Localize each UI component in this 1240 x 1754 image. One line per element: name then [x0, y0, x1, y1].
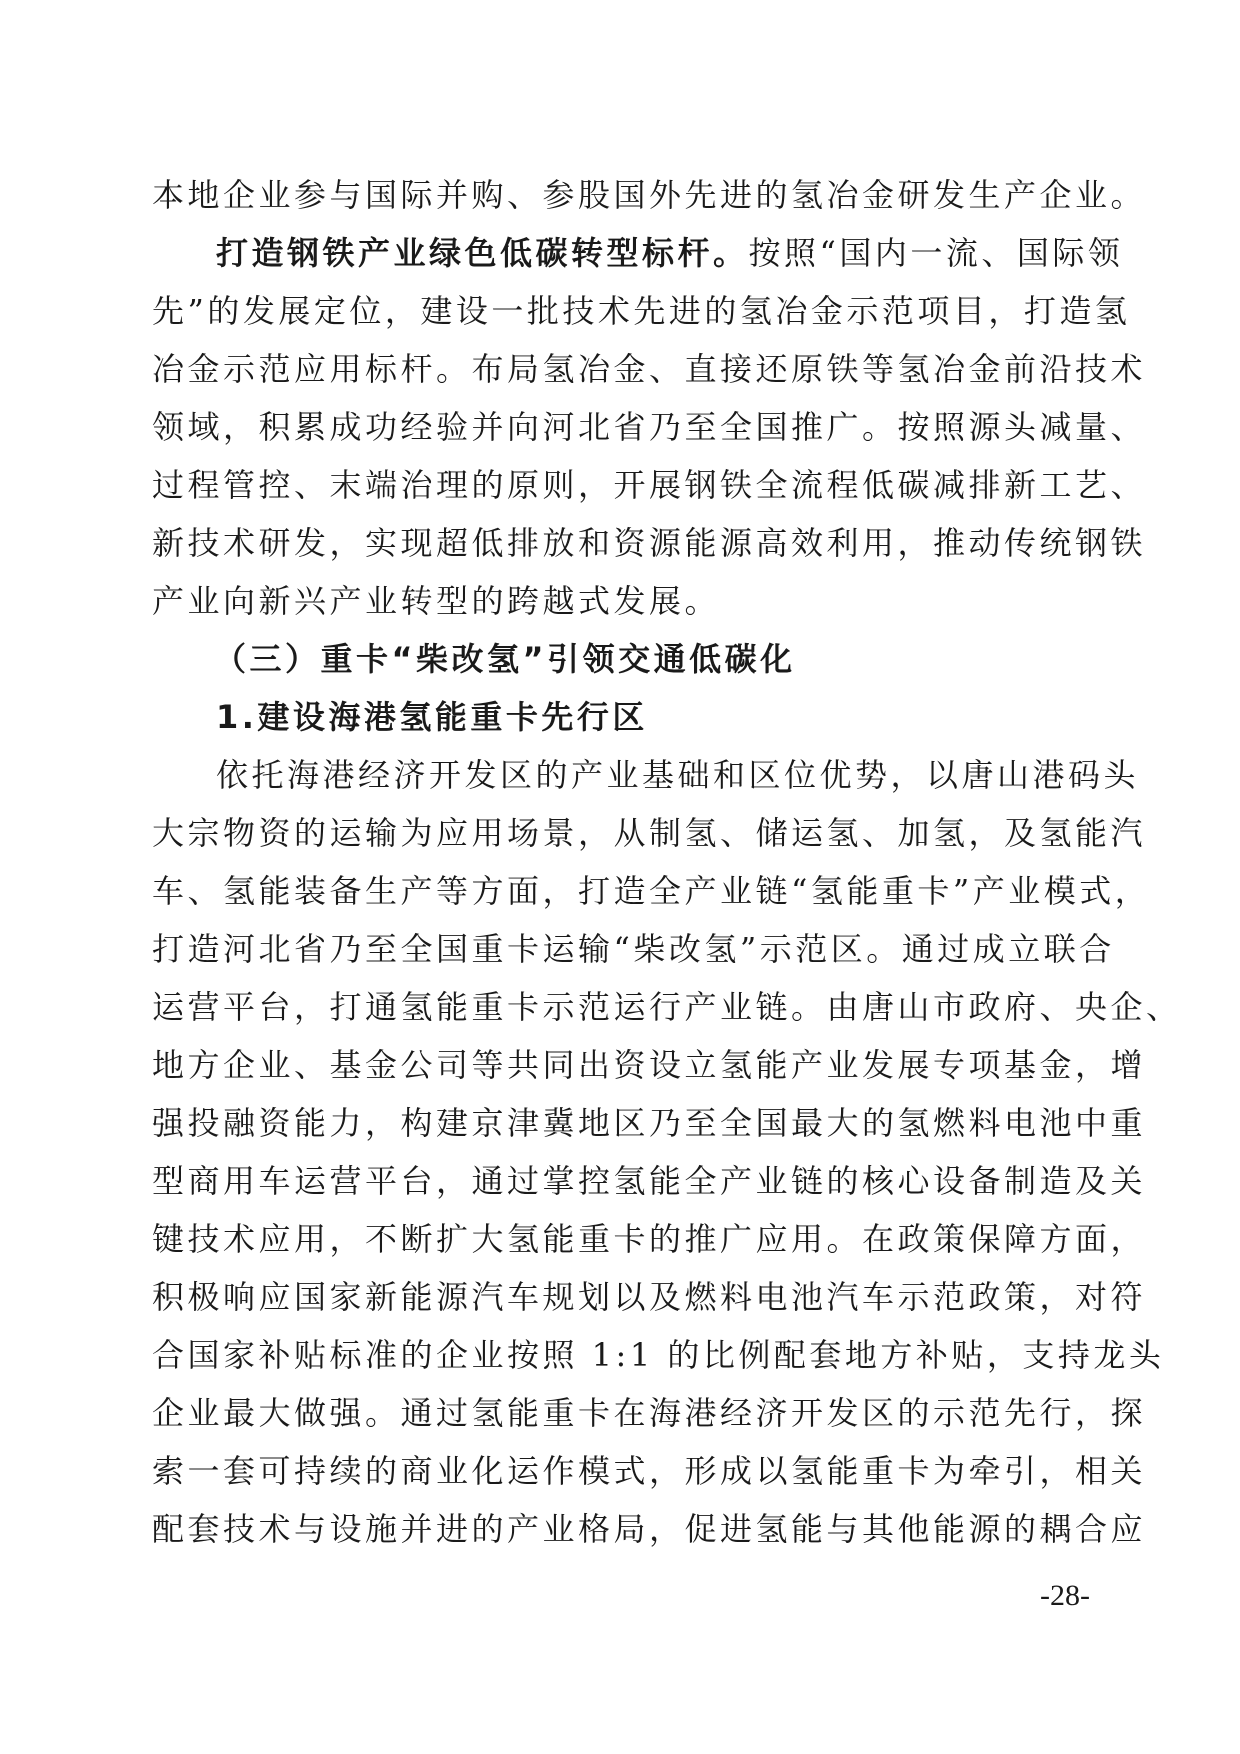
paragraph-line: 新技术研发，实现超低排放和资源能源高效利用，推动传统钢铁 [152, 524, 1147, 562]
paragraph-line: 合国家补贴标准的企业按照 1:1 的比例配套地方补贴，支持龙头 [152, 1336, 1165, 1374]
paragraph-line: 打造河北省乃至全国重卡运输“柴改氢”示范区。通过成立联合 [152, 930, 1115, 968]
paragraph-line: 强投融资能力，构建京津冀地区乃至全国最大的氢燃料电池中重 [152, 1104, 1147, 1142]
paragraph-line: 产业向新兴产业转型的跨越式发展。 [152, 582, 721, 620]
paragraph-line: 运营平台，打通氢能重卡示范运行产业链。由唐山市政府、央企、 [152, 988, 1182, 1026]
paragraph-line: 冶金示范应用标杆。布局氢冶金、直接还原铁等氢冶金前沿技术 [152, 350, 1147, 388]
paragraph-line: 本地企业参与国际并购、参股国外先进的氢冶金研发生产企业。 [152, 176, 1147, 214]
bold-lead: 打造钢铁产业绿色低碳转型标杆。 [216, 234, 749, 272]
paragraph-line: 车、氢能装备生产等方面，打造全产业链“氢能重卡”产业模式， [152, 872, 1151, 910]
paragraph-line: 配套技术与设施并进的产业格局，促进氢能与其他能源的耦合应 [152, 1510, 1147, 1548]
page-number: -28- [1040, 1579, 1090, 1612]
paragraph-line: 型商用车运营平台，通过掌控氢能全产业链的核心设备制造及关 [152, 1162, 1147, 1200]
paragraph-line: 索一套可持续的商业化运作模式，形成以氢能重卡为牵引，相关 [152, 1452, 1147, 1490]
paragraph-line [216, 224, 1124, 282]
paragraph-line: 依托海港经济开发区的产业基础和区位优势，以唐山港码头 [216, 756, 1140, 794]
paragraph-text: 按照“国内一流、国际领 [748, 234, 1124, 272]
paragraph-line: 领域，积累成功经验并向河北省乃至全国推广。按照源头减量、 [152, 408, 1147, 446]
section-heading: （三）重卡“柴改氢”引领交通低碳化 [214, 640, 796, 678]
paragraph-line: 先”的发展定位，建设一批技术先进的氢冶金示范项目，打造氢 [152, 292, 1131, 330]
paragraph-line: 过程管控、末端治理的原则，开展钢铁全流程低碳减排新工艺、 [152, 466, 1147, 504]
paragraph-line: 大宗物资的运输为应用场景，从制氢、储运氢、加氢，及氢能汽 [152, 814, 1147, 852]
subsection-heading: 1.建设海港氢能重卡先行区 [216, 698, 648, 736]
paragraph-line: 键技术应用，不断扩大氢能重卡的推广应用。在政策保障方面， [152, 1220, 1147, 1258]
paragraph-line: 企业最大做强。通过氢能重卡在海港经济开发区的示范先行，探 [152, 1394, 1147, 1432]
paragraph-line: 地方企业、基金公司等共同出资设立氢能产业发展专项基金，增 [152, 1046, 1147, 1084]
paragraph-line: 积极响应国家新能源汽车规划以及燃料电池汽车示范政策，对符 [152, 1278, 1147, 1316]
